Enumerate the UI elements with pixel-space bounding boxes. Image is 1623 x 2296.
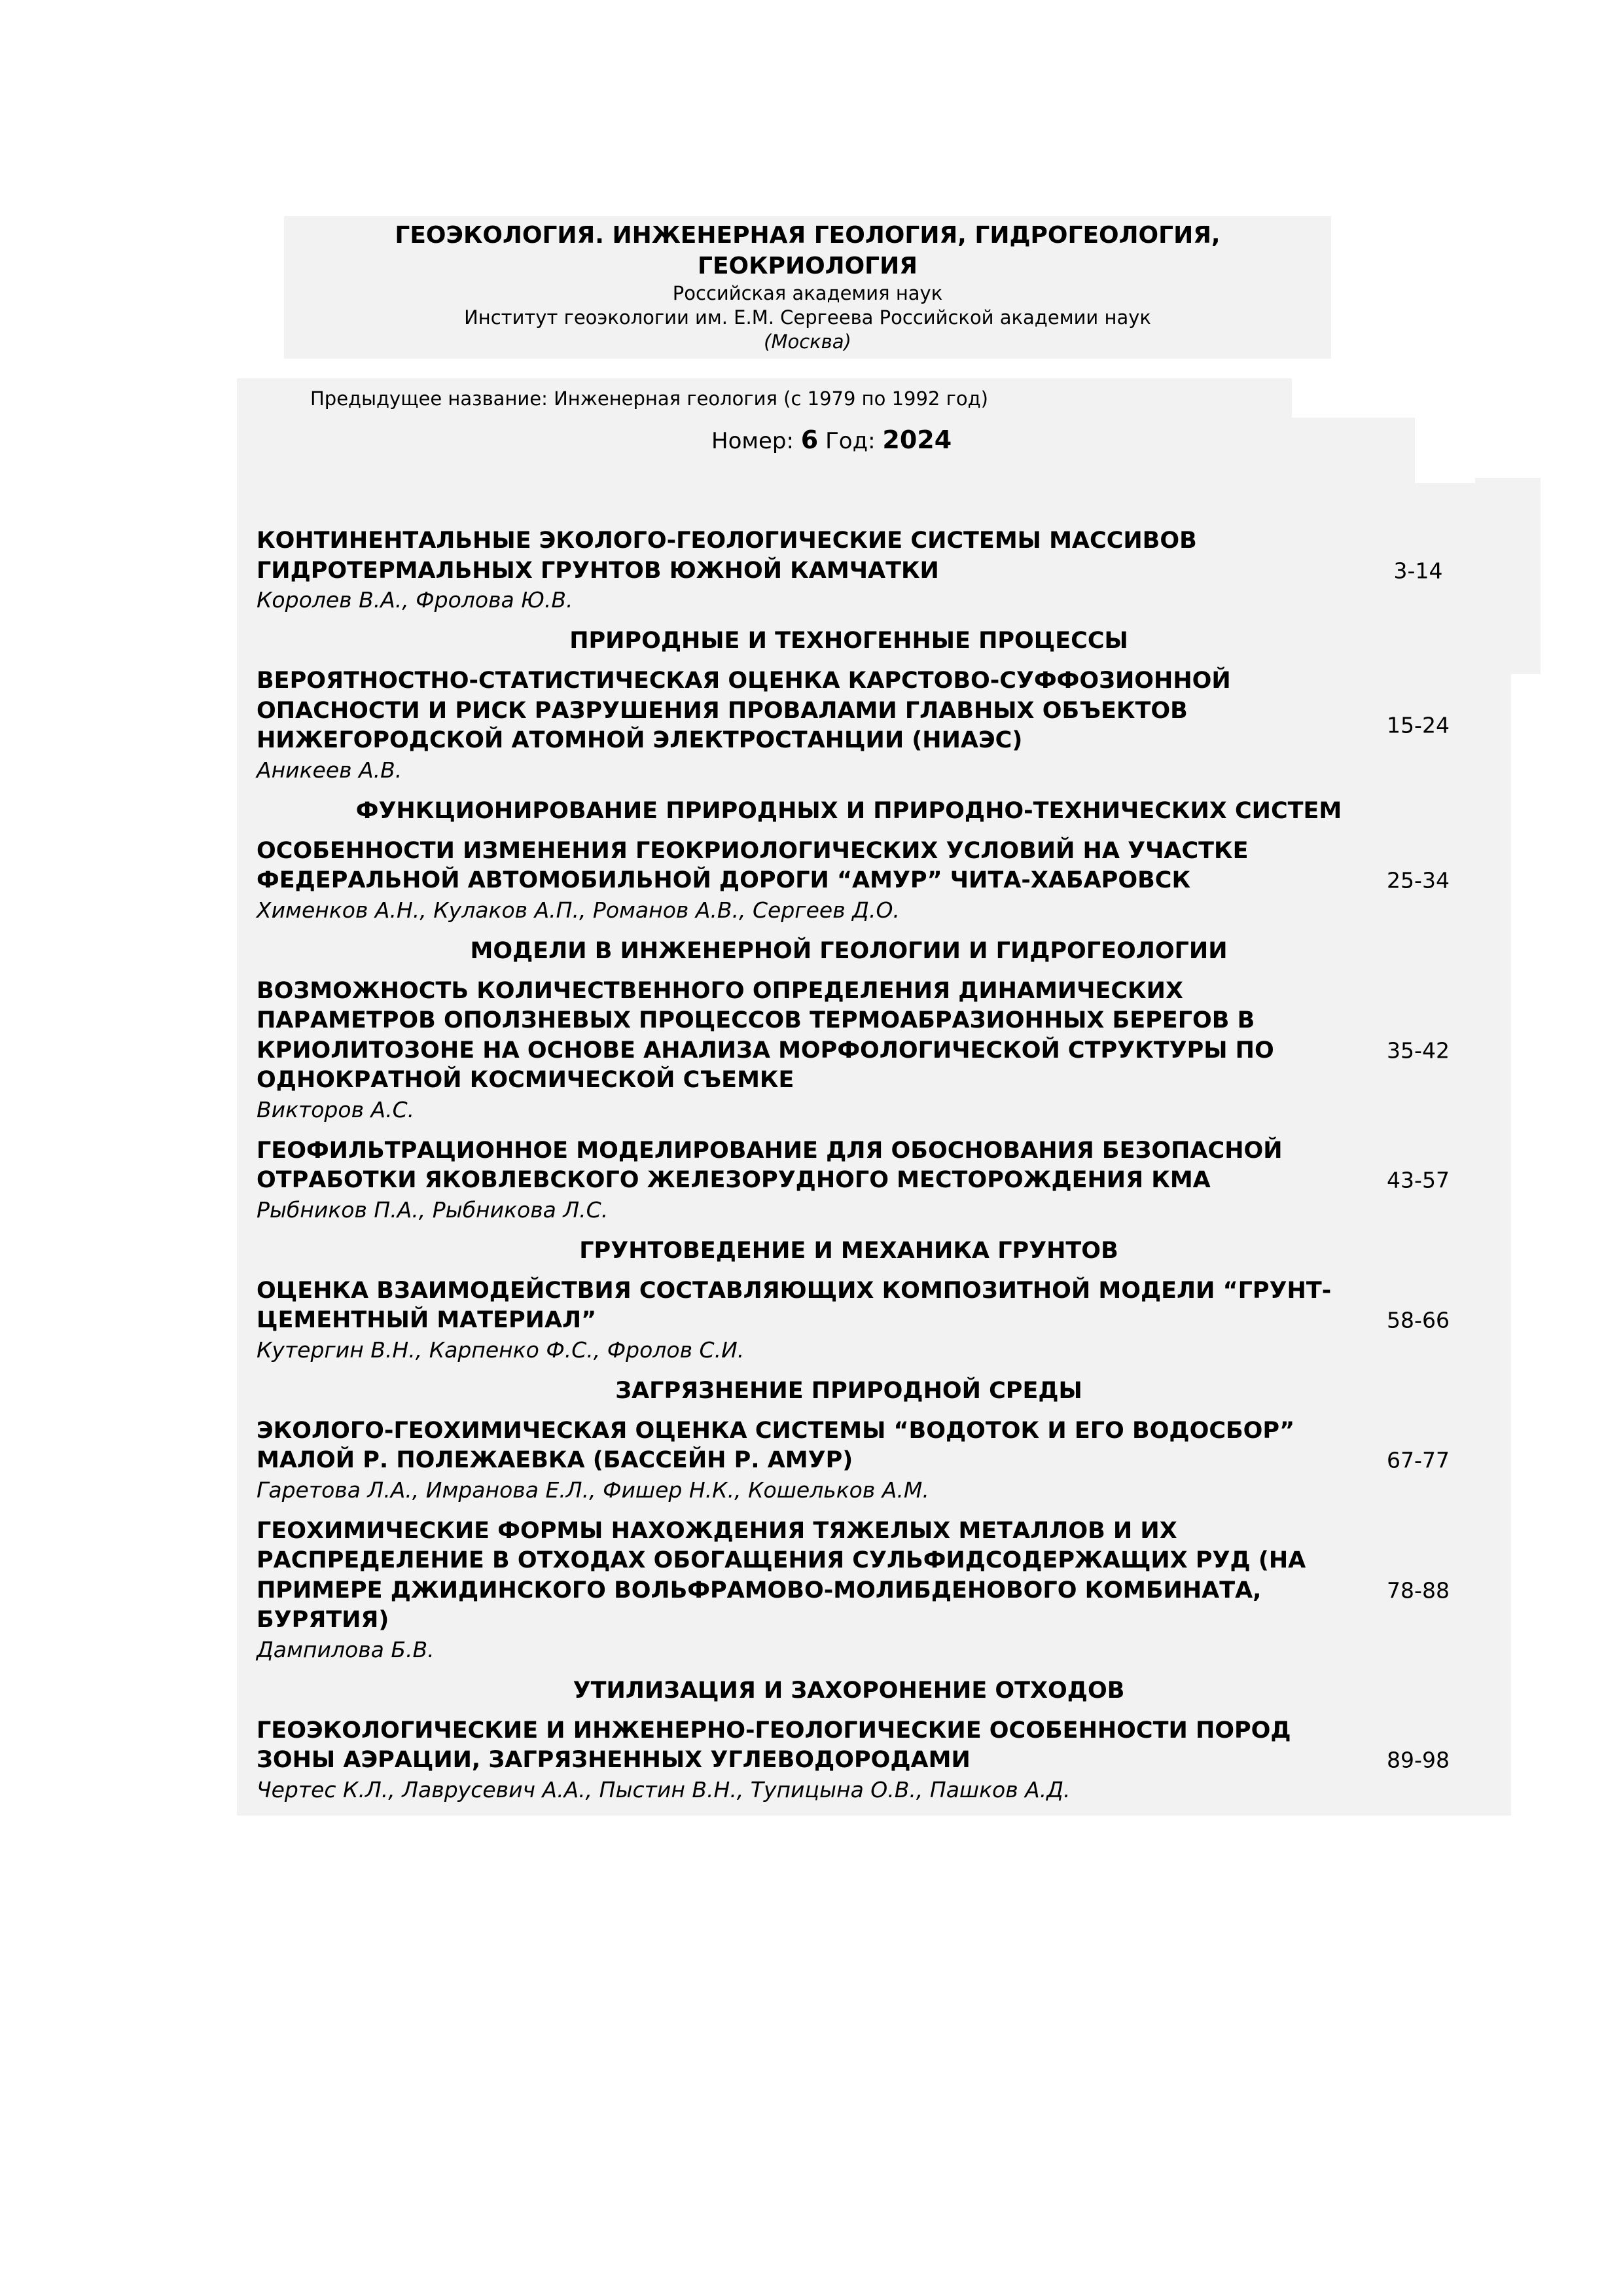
previous-name: Предыдущее название: Инженерная геология (с 1979 по 1992 год) bbox=[310, 387, 988, 410]
publisher-institute: Институт геоэкологии им. Е.М. Сергеева Российской академии наук bbox=[464, 306, 1151, 329]
article-pages: 25-34 bbox=[1387, 867, 1450, 893]
toc-entry[interactable] bbox=[257, 836, 1493, 925]
article-pages: 15-24 bbox=[1387, 712, 1450, 738]
article-pages: 89-98 bbox=[1387, 1747, 1450, 1773]
article-authors: Викторов А.С. bbox=[257, 1096, 415, 1122]
previous-name-box bbox=[237, 378, 1292, 418]
toc-entry[interactable] bbox=[257, 666, 1493, 785]
toc-entry[interactable] bbox=[257, 1276, 1493, 1365]
article-pages: 58-66 bbox=[1387, 1307, 1450, 1333]
article-title[interactable]: КОНТИНЕНТАЛЬНЫЕ ЭКОЛОГО-ГЕОЛОГИЧЕСКИЕ СИСТЕМЫ МАССИВОВ ГИДРОТЕРМАЛЬНЫХ ГРУНТОВ ЮЖНОЙ КАМЧАТКИ bbox=[257, 528, 1197, 584]
article-authors: Гаретова Л.А., Имранова Е.Л., Фишер Н.К., Кошельков А.М. bbox=[257, 1477, 929, 1503]
section-heading: ГРУНТОВЕДЕНИЕ И МЕХАНИКА ГРУНТОВ bbox=[579, 1237, 1118, 1264]
issue-year: 2024 bbox=[882, 425, 952, 454]
issue-info-box bbox=[237, 418, 1415, 483]
article-title[interactable]: ГЕОФИЛЬТРАЦИОННОЕ МОДЕЛИРОВАНИЕ ДЛЯ ОБОСНОВАНИЯ БЕЗОПАСНОЙ ОТРАБОТКИ ЯКОВЛЕВСКОГО ЖЕЛЕЗОРУДНОГО МЕСТОРОЖДЕНИЯ КМА bbox=[257, 1137, 1283, 1193]
section-heading: МОДЕЛИ В ИНЖЕНЕРНОЙ ГЕОЛОГИИ И ГИДРОГЕОЛОГИИ bbox=[470, 937, 1228, 964]
article-authors: Аникеев А.В. bbox=[257, 757, 402, 783]
section-heading: ПРИРОДНЫЕ И ТЕХНОГЕННЫЕ ПРОЦЕССЫ bbox=[569, 628, 1128, 654]
toc-entry[interactable] bbox=[257, 526, 1493, 615]
section-heading: УТИЛИЗАЦИЯ И ЗАХОРОНЕНИЕ ОТХОДОВ bbox=[573, 1677, 1125, 1704]
article-title[interactable]: ГЕОЭКОЛОГИЧЕСКИЕ И ИНЖЕНЕРНО-ГЕОЛОГИЧЕСКИЕ ОСОБЕННОСТИ ПОРОД ЗОНЫ АЭРАЦИИ, ЗАГРЯЗНЕННЫХ УГЛЕВОДОРОДАМИ bbox=[257, 1717, 1291, 1773]
article-title[interactable]: ГЕОХИМИЧЕСКИЕ ФОРМЫ НАХОЖДЕНИЯ ТЯЖЕЛЫХ МЕТАЛЛОВ И ИХ РАСПРЕДЕЛЕНИЕ В ОТХОДАХ ОБОГАЩЕНИЯ СУЛЬФИДСОДЕРЖАЩИХ РУД (НА ПРИМЕРЕ ДЖИДИНСКОГО ВОЛЬФРАМОВО-МОЛИБДЕНОВОГО КОМБИНАТА, БУРЯТИЯ) bbox=[257, 1517, 1306, 1633]
article-pages: 78-88 bbox=[1387, 1577, 1450, 1603]
article-title[interactable]: ВОЗМОЖНОСТЬ КОЛИЧЕСТВЕННОГО ОПРЕДЕЛЕНИЯ ДИНАМИЧЕСКИХ ПАРАМЕТРОВ ОПОЛЗНЕВЫХ ПРОЦЕССОВ ТЕРМОАБРАЗИОННЫХ БЕРЕГОВ В КРИОЛИТОЗОНЕ НА ОСНОВЕ АНАЛИЗА МОРФОЛОГИЧЕСКОЙ СТРУКТУРЫ ПО ОДНОКРАТНОЙ КОСМИЧЕСКОЙ СЪЕМКЕ bbox=[257, 977, 1274, 1093]
article-authors: Королев В.А., Фролова Ю.В. bbox=[257, 587, 573, 613]
section-heading: ЗАГРЯЗНЕНИЕ ПРИРОДНОЙ СРЕДЫ bbox=[615, 1377, 1082, 1404]
issue-info bbox=[711, 425, 952, 454]
article-title[interactable]: ОЦЕНКА ВЗАИМОДЕЙСТВИЯ СОСТАВЛЯЮЩИХ КОМПОЗИТНОЙ МОДЕЛИ “ГРУНТ-ЦЕМЕНТНЫЙ МАТЕРИАЛ” bbox=[257, 1277, 1332, 1333]
journal-header bbox=[284, 216, 1331, 359]
article-authors: Рыбников П.А., Рыбникова Л.С. bbox=[257, 1196, 609, 1223]
toc-entry[interactable] bbox=[257, 1516, 1493, 1664]
publisher-academy: Российская академия наук bbox=[672, 282, 943, 304]
article-title[interactable]: ОСОБЕННОСТИ ИЗМЕНЕНИЯ ГЕОКРИОЛОГИЧЕСКИХ УСЛОВИЙ НА УЧАСТКЕ ФЕДЕРАЛЬНОЙ АВТОМОБИЛЬНОЙ ДОРОГИ “АМУР” ЧИТА-ХАБАРОВСК bbox=[257, 837, 1249, 893]
article-pages: 43-57 bbox=[1387, 1167, 1450, 1193]
journal-title bbox=[284, 220, 1331, 281]
journal-title-line2: ГЕОКРИОЛОГИЯ bbox=[698, 253, 918, 279]
article-pages: 35-42 bbox=[1387, 1037, 1450, 1063]
article-authors: Кутергин В.Н., Карпенко Ф.С., Фролов С.И. bbox=[257, 1336, 745, 1363]
publisher-city: (Москва) bbox=[764, 331, 851, 353]
toc-list bbox=[257, 526, 1493, 1816]
article-authors: Дампилова Б.В. bbox=[257, 1636, 435, 1662]
section-heading: ФУНКЦИОНИРОВАНИЕ ПРИРОДНЫХ И ПРИРОДНО-ТЕХНИЧЕСКИХ СИСТЕМ bbox=[355, 797, 1342, 824]
issue-number-label: Номер: bbox=[711, 428, 794, 454]
issue-number: 6 bbox=[800, 425, 819, 454]
article-title[interactable]: ВЕРОЯТНОСТНО-СТАТИСТИЧЕСКАЯ ОЦЕНКА КАРСТОВО-СУФФОЗИОННОЙ ОПАСНОСТИ И РИСК РАЗРУШЕНИЯ ПРОВАЛАМИ ГЛАВНЫХ ОБЪЕКТОВ НИЖЕГОРОДСКОЙ АТОМНОЙ ЭЛЕКТРОСТАНЦИИ (НИАЭС) bbox=[257, 668, 1231, 753]
toc-entry[interactable] bbox=[257, 1416, 1493, 1505]
article-pages: 67-77 bbox=[1387, 1447, 1450, 1473]
issue-year-label: Год: bbox=[825, 428, 876, 454]
table-of-contents bbox=[237, 483, 1511, 1816]
article-authors: Чертес К.Л., Лаврусевич А.А., Пыстин В.Н., Тупицына О.В., Пашков А.Д. bbox=[257, 1776, 1071, 1803]
toc-entry[interactable] bbox=[257, 1136, 1493, 1225]
journal-title-line1: ГЕОЭКОЛОГИЯ. ИНЖЕНЕРНАЯ ГЕОЛОГИЯ, ГИДРОГЕОЛОГИЯ, bbox=[395, 222, 1221, 249]
toc-entry[interactable] bbox=[257, 977, 1493, 1124]
article-title[interactable]: ЭКОЛОГО-ГЕОХИМИЧЕСКАЯ ОЦЕНКА СИСТЕМЫ “ВОДОТОК И ЕГО ВОДОСБОР” МАЛОЙ Р. ПОЛЕЖАЕВКА (БАССЕЙН Р. АМУР) bbox=[257, 1417, 1295, 1473]
article-pages: 3-14 bbox=[1393, 558, 1443, 583]
article-authors: Хименков А.Н., Кулаков А.П., Романов А.В., Сергеев Д.О. bbox=[257, 897, 900, 923]
toc-entry[interactable] bbox=[257, 1716, 1493, 1804]
